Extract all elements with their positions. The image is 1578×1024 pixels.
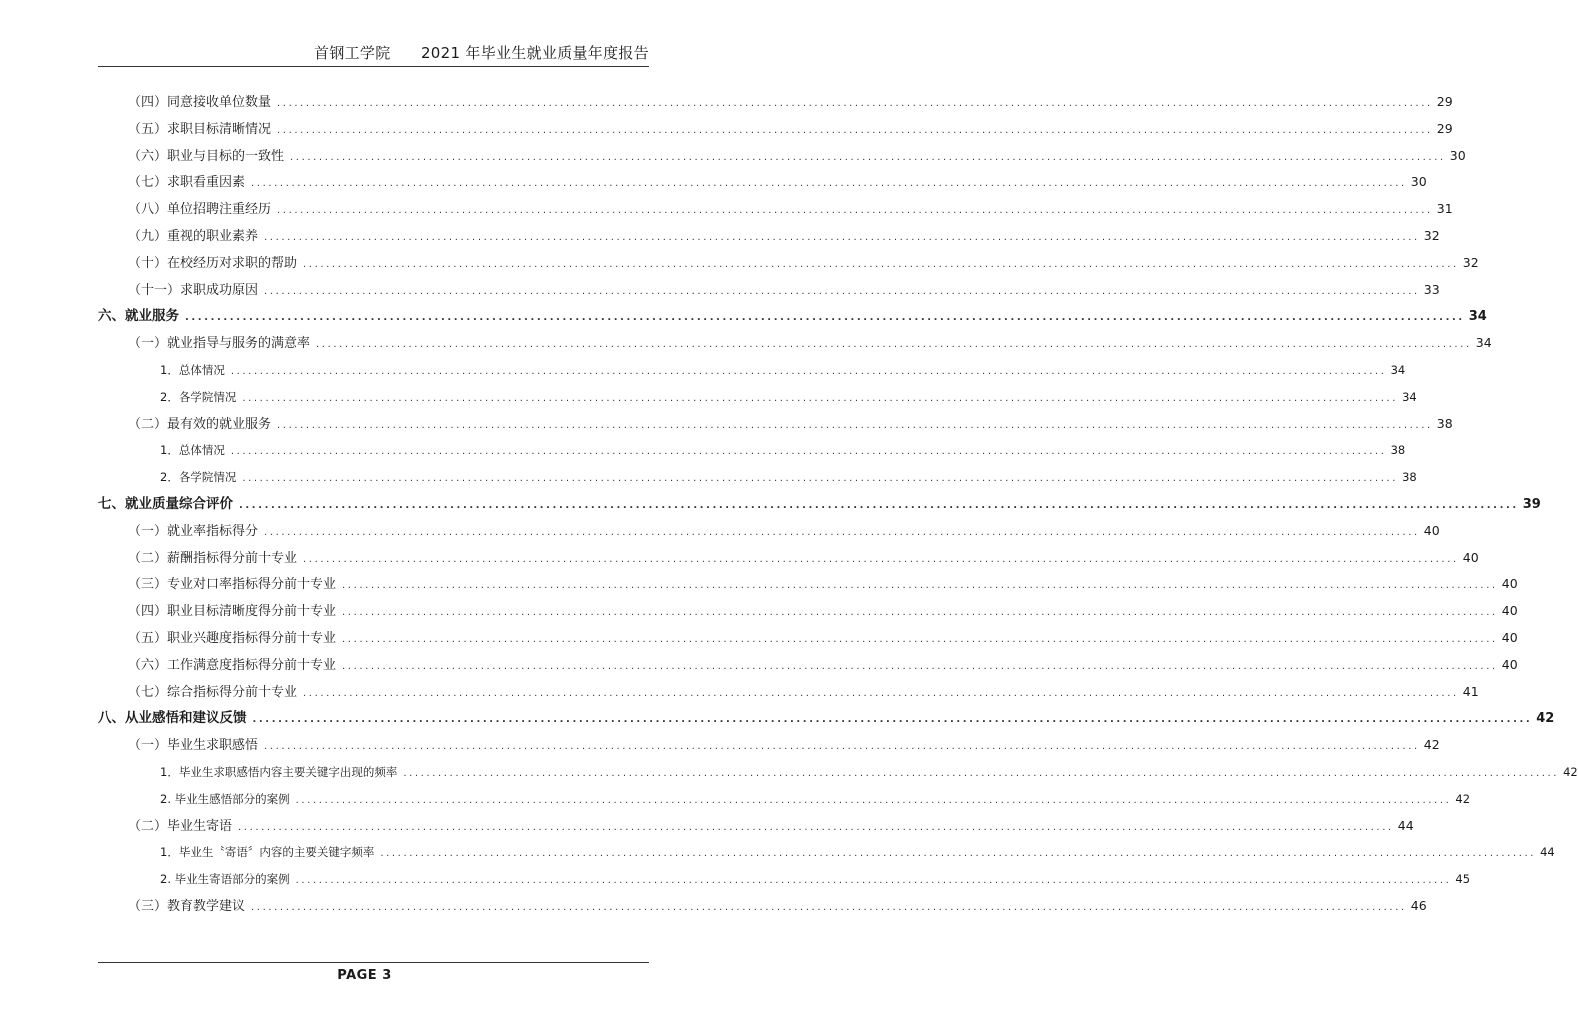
toc-entry-label: （一）毕业生求职感悟 bbox=[128, 738, 259, 754]
toc-entry-label: 七、就业质量综合评价 bbox=[98, 496, 233, 512]
toc-entry-label: （七）求职看重因素 bbox=[128, 175, 246, 191]
toc-leader-dots: ........................................................................................................................................................................................................ bbox=[290, 151, 1446, 163]
toc-entry-page: 38 bbox=[1402, 470, 1417, 485]
toc-entry[interactable] bbox=[128, 601, 1518, 621]
toc-leader-dots: ........................................................................................................................................................................................................ bbox=[238, 821, 1394, 833]
toc-entry-label: 2．各学院情况 bbox=[160, 389, 237, 404]
toc-leader-dots: ........................................................................................................................................................................................................ bbox=[242, 392, 1399, 404]
toc-entry-label: （一）就业指导与服务的满意率 bbox=[128, 336, 311, 352]
toc-entry[interactable] bbox=[128, 896, 1427, 916]
toc-entry[interactable] bbox=[160, 789, 1471, 809]
toc-leader-dots: ........................................................................................................................................................................................................ bbox=[230, 446, 1387, 458]
toc-entry-label: （二）毕业生寄语 bbox=[128, 818, 233, 834]
toc-entry-page: 44 bbox=[1540, 845, 1555, 860]
toc-entry-label: 1．毕业生〝寄语〞内容的主要关键字频率 bbox=[160, 845, 375, 860]
toc-entry-page: 39 bbox=[1522, 497, 1541, 512]
toc-entry[interactable] bbox=[128, 574, 1518, 594]
toc-leader-dots: ........................................................................................................................................................................................................ bbox=[230, 366, 1387, 377]
toc-entry[interactable] bbox=[128, 199, 1453, 219]
toc-entry[interactable] bbox=[128, 226, 1440, 246]
footer-page-number: PAGE 3 bbox=[337, 968, 392, 983]
header-report-title: 2021 年毕业生就业质量年度报告 bbox=[420, 44, 649, 62]
toc-leader-dots: ........................................................................................................................................................................................................ bbox=[251, 902, 1407, 913]
toc-entry-label: 1．毕业生求职感悟内容主要关键字出现的频率 bbox=[160, 765, 398, 779]
toc-entry-page: 34 bbox=[1475, 335, 1492, 351]
toc-entry[interactable] bbox=[160, 842, 1555, 862]
toc-entry-label: 1．总体情况 bbox=[160, 443, 225, 458]
toc-entry-label: （十一）求职成功原因 bbox=[128, 282, 259, 298]
toc-entry-label: （四）职业目标清晰度得分前十专业 bbox=[128, 604, 337, 620]
toc-entry-label: 八、从业感悟和建议反馈 bbox=[98, 710, 247, 727]
toc-entry[interactable] bbox=[98, 306, 1487, 326]
toc-entry-label: （七）综合指标得分前十专业 bbox=[128, 684, 298, 700]
toc-entry-label: （五）求职目标清晰情况 bbox=[128, 121, 272, 137]
toc-entry-page: 42 bbox=[1563, 765, 1578, 779]
toc-entry-page: 29 bbox=[1436, 120, 1453, 136]
toc-leader-dots: ........................................................................................................................................................................................................ bbox=[342, 607, 1498, 619]
toc-entry-page: 40 bbox=[1501, 576, 1518, 592]
toc-leader-dots: ........................................................................................................................................................................................................ bbox=[295, 794, 1452, 806]
header-school: 首钢工学院 bbox=[314, 44, 391, 62]
toc-entry-label: （六）职业与目标的一致性 bbox=[128, 148, 285, 164]
toc-entry-page: 29 bbox=[1436, 94, 1453, 109]
toc-leader-dots: ........................................................................................................................................................................................................ bbox=[303, 258, 1459, 270]
toc-entry-page: 30 bbox=[1410, 174, 1427, 190]
toc-entry[interactable] bbox=[128, 253, 1479, 273]
toc-entry-page: 32 bbox=[1462, 254, 1479, 270]
toc-entry-page: 40 bbox=[1423, 522, 1440, 538]
toc-entry-label: （八）单位招聘注重经历 bbox=[128, 202, 272, 218]
toc-leader-dots: ........................................................................................................................................................................................................ bbox=[185, 312, 1465, 324]
toc-leader-dots: ........................................................................................................................................................................................................ bbox=[264, 285, 1420, 297]
toc-entry-page: 40 bbox=[1501, 603, 1518, 619]
toc-entry-page: 41 bbox=[1462, 683, 1479, 699]
toc-entry-page: 38 bbox=[1390, 443, 1406, 458]
toc-entry-label: （三）教育教学建议 bbox=[128, 899, 246, 914]
toc-entry-page: 42 bbox=[1536, 711, 1555, 727]
toc-entry-label: （十）在校经历对求职的帮助 bbox=[128, 255, 298, 271]
toc-entry-label: 2．各学院情况 bbox=[160, 470, 237, 485]
toc-entry-page: 32 bbox=[1423, 228, 1440, 243]
toc-entry[interactable] bbox=[128, 548, 1479, 568]
toc-entry-page: 38 bbox=[1436, 415, 1453, 431]
toc-entry[interactable] bbox=[128, 735, 1440, 755]
toc-entry-label: （三）专业对口率指标得分前十专业 bbox=[128, 577, 337, 593]
toc-entry[interactable] bbox=[128, 521, 1440, 541]
toc-entry-label: 2. 毕业生感悟部分的案例 bbox=[160, 791, 290, 806]
toc-entry[interactable] bbox=[160, 467, 1417, 487]
toc-entry-label: （五）职业兴趣度指标得分前十专业 bbox=[128, 631, 337, 646]
toc-leader-dots: ........................................................................................................................................................................................................ bbox=[380, 848, 1537, 860]
toc-entry-label: 2. 毕业生寄语部分的案例 bbox=[160, 872, 290, 887]
toc-entry[interactable] bbox=[128, 119, 1453, 139]
footer-rule bbox=[98, 962, 649, 963]
page-header bbox=[0, 0, 729, 80]
toc-entry-label: （九）重视的职业素养 bbox=[128, 229, 259, 244]
toc-leader-dots: ........................................................................................................................................................................................................ bbox=[264, 232, 1420, 243]
toc-entry-label: （二）最有效的就业服务 bbox=[128, 416, 272, 432]
toc-entry-page: 40 bbox=[1501, 656, 1518, 672]
toc-leader-dots: ........................................................................................................................................................................................................ bbox=[342, 660, 1498, 672]
toc-entry[interactable] bbox=[160, 762, 1578, 782]
toc-entry-page: 34 bbox=[1468, 309, 1487, 325]
toc-entry[interactable] bbox=[128, 172, 1427, 192]
toc-entry-label: （一）就业率指标得分 bbox=[128, 523, 259, 539]
toc-entry-page: 34 bbox=[1390, 363, 1406, 377]
toc-leader-dots: ........................................................................................................................................................................................................ bbox=[251, 178, 1407, 190]
toc-leader-dots: ........................................................................................................................................................................................................ bbox=[295, 875, 1452, 887]
toc-entry-page: 33 bbox=[1423, 281, 1440, 297]
toc-entry[interactable] bbox=[128, 333, 1492, 353]
toc-entry-label: （二）薪酬指标得分前十专业 bbox=[128, 550, 298, 566]
toc-leader-dots: ........................................................................................................................................................................................................ bbox=[403, 768, 1560, 779]
toc-entry-page: 44 bbox=[1397, 817, 1414, 833]
toc-leader-dots: ........................................................................................................................................................................................................ bbox=[264, 741, 1420, 753]
toc-entry[interactable] bbox=[160, 387, 1417, 407]
toc-leader-dots: ........................................................................................................................................................................................................ bbox=[277, 205, 1433, 217]
toc-entry-page: 42 bbox=[1455, 791, 1471, 806]
toc-entry-page: 40 bbox=[1462, 549, 1479, 565]
toc-leader-dots: ........................................................................................................................................................................................................ bbox=[303, 687, 1459, 699]
toc-leader-dots: ........................................................................................................................................................................................................ bbox=[316, 339, 1472, 351]
toc-entry[interactable] bbox=[128, 280, 1440, 300]
toc-entry[interactable] bbox=[128, 414, 1453, 434]
toc-entry[interactable] bbox=[160, 869, 1471, 889]
toc-entry[interactable] bbox=[98, 708, 1555, 728]
toc-entry-page: 42 bbox=[1423, 737, 1440, 753]
toc-leader-dots: ........................................................................................................................................................................................................ bbox=[342, 580, 1498, 592]
toc-leader-dots: ........................................................................................................................................................................................................ bbox=[242, 473, 1399, 485]
toc-entry[interactable] bbox=[128, 146, 1466, 166]
toc-entry[interactable] bbox=[160, 360, 1406, 380]
toc-entry[interactable] bbox=[98, 494, 1541, 514]
toc-entry-label: 六、就业服务 bbox=[98, 308, 179, 325]
toc-entry-page: 45 bbox=[1455, 872, 1471, 887]
toc-entry[interactable] bbox=[128, 92, 1453, 112]
toc-entry-label: （四）同意接收单位数量 bbox=[128, 95, 272, 110]
toc-leader-dots: ........................................................................................................................................................................................................ bbox=[252, 714, 1533, 726]
toc-entry[interactable] bbox=[128, 655, 1518, 675]
toc-leader-dots: ........................................................................................................................................................................................................ bbox=[277, 98, 1433, 109]
toc-entry[interactable] bbox=[128, 816, 1414, 836]
toc-leader-dots: ........................................................................................................................................................................................................ bbox=[277, 124, 1433, 136]
toc-entry-page: 34 bbox=[1402, 389, 1417, 404]
toc-entry-label: 1．总体情况 bbox=[160, 363, 225, 377]
toc-leader-dots: ........................................................................................................................................................................................................ bbox=[264, 526, 1420, 538]
toc-entry-page: 30 bbox=[1449, 147, 1466, 163]
toc-entry-page: 46 bbox=[1410, 898, 1427, 913]
toc-entry[interactable] bbox=[160, 440, 1406, 460]
toc-leader-dots: ........................................................................................................................................................................................................ bbox=[277, 419, 1433, 431]
header-text bbox=[314, 42, 649, 63]
toc-entry-page: 31 bbox=[1436, 201, 1453, 217]
toc-leader-dots: ........................................................................................................................................................................................................ bbox=[239, 500, 1519, 511]
toc-leader-dots: ........................................................................................................................................................................................................ bbox=[342, 634, 1498, 645]
toc-entry-label: （六）工作满意度指标得分前十专业 bbox=[128, 657, 337, 673]
toc-entry[interactable] bbox=[128, 628, 1518, 648]
toc-leader-dots: ........................................................................................................................................................................................................ bbox=[303, 553, 1459, 565]
header-rule bbox=[98, 66, 649, 67]
toc-entry[interactable] bbox=[128, 682, 1479, 702]
toc-entry-page: 40 bbox=[1501, 630, 1518, 645]
